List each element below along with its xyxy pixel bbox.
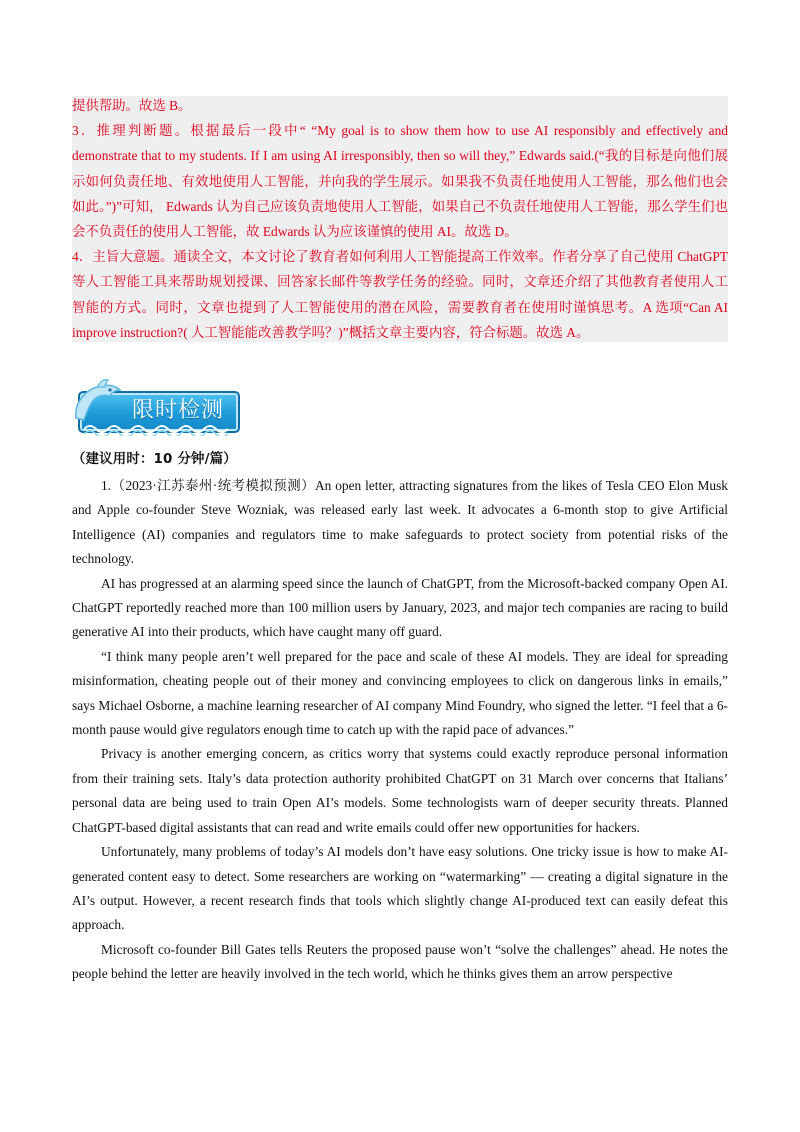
answer-paragraph: 4．主旨大意题。通读全文，本文讨论了教育者如何利用人工智能提高工作效率。作者分享了自己使用 ChatGPT 等人工智能工具来帮助规划授课、回答家长邮件等教学任务的经验。同时，文章还介绍了其他教育者使用人工智能的方式。同时，文章也提到了人工智能使用的潜在风险，需要教育者在使用时谨慎思考。A 选项“Can AI improve instruction?( 人工智能能改善教学吗？)”概括文章主要内容，符合标题。故选 A。	[72, 249, 728, 340]
answer-paragraph: 提供帮助。故选 B。	[72, 98, 192, 113]
reading-article	[72, 474, 728, 987]
article-paragraph: “I think many people aren’t well prepared for the pace and scale of these AI models. They are ideal for spreading misinformation, cheating people out of their money and convincing employees to click on dangerous links in emails,” says Michael Osborne, a machine learning researcher of AI company Mind Foundry, who signed the letter. “I feel that a 6-month pause would give regulators enough time to catch up with the rapid pace of advances.”	[72, 648, 728, 738]
section-banner	[70, 378, 242, 440]
section-title: 限时检测	[132, 398, 225, 423]
article-paragraph: Privacy is another emerging concern, as critics worry that systems could exactly reproduce personal information from their training sets. Italy’s data protection authority prohibited ChatGPT on 31 March over concerns that Italians’ personal data are being used to train Open AI’s models. Some technologists warn of deeper security threats. Planned ChatGPT-based digital assistants that can read and write emails could offer new opportunities for hackers.	[72, 746, 728, 835]
answer-explanation-box	[72, 96, 728, 342]
article-paragraph: 1.（2023·江苏泰州·统考模拟预测）An open letter, attracting signatures from the likes of Tesla CEO Elon Musk and Apple co-founder Steve Wozniak, was released early last week. It advocates a 6-month stop to give Artificial Intelligence (AI) companies and regulators time to make safeguards to protect society from potential risks of the technology.	[72, 478, 728, 567]
dolphin-icon	[70, 378, 130, 424]
suggested-time-note: （建议用时：10 分钟/篇）	[72, 452, 237, 467]
article-paragraph: AI has progressed at an alarming speed since the launch of ChatGPT, from the Microsoft-backed company Open AI. ChatGPT reportedly reached more than 100 million users by January, 2023, and major tech companies are racing to build generative AI into their products, which have caught many off guard.	[72, 575, 728, 640]
article-paragraph: Unfortunately, many problems of today’s AI models don’t have easy solutions. One tricky issue is how to make AI-generated content easy to detect. Some researchers are working on “watermarking” — creating a digital signature in the AI’s output. However, a recent research finds that tools which slightly change AI-produced text can easily defeat this approach.	[72, 844, 728, 933]
answer-paragraph: 3．推理判断题。根据最后一段中“ “My goal is to show them how to use AI responsibly and effectively and demonstrate that to my students. If I am using AI irresponsibly, then so will they,” Edwards said.(“我的目标是向他们展示如何负责任地、有效地使用人工智能，并向我的学生展示。如果我不负责任地使用人工智能，那么他们也会如此。”)”可知， Edwards 认为自己应该负责地使用人工智能，如果自己不负责任地使用人工智能，那么学生们也会不负责任的使用人工智能，故 Edwards 认为应该谨慎的使用 AI。故选 D。	[72, 123, 728, 240]
article-paragraph: Microsoft co-founder Bill Gates tells Reuters the proposed pause won’t “solve the challenges” ahead. He notes the people behind the letter are heavily involved in the tech world, which he thinks gives them an arrow perspective	[72, 941, 728, 982]
wave-decoration	[84, 422, 234, 436]
